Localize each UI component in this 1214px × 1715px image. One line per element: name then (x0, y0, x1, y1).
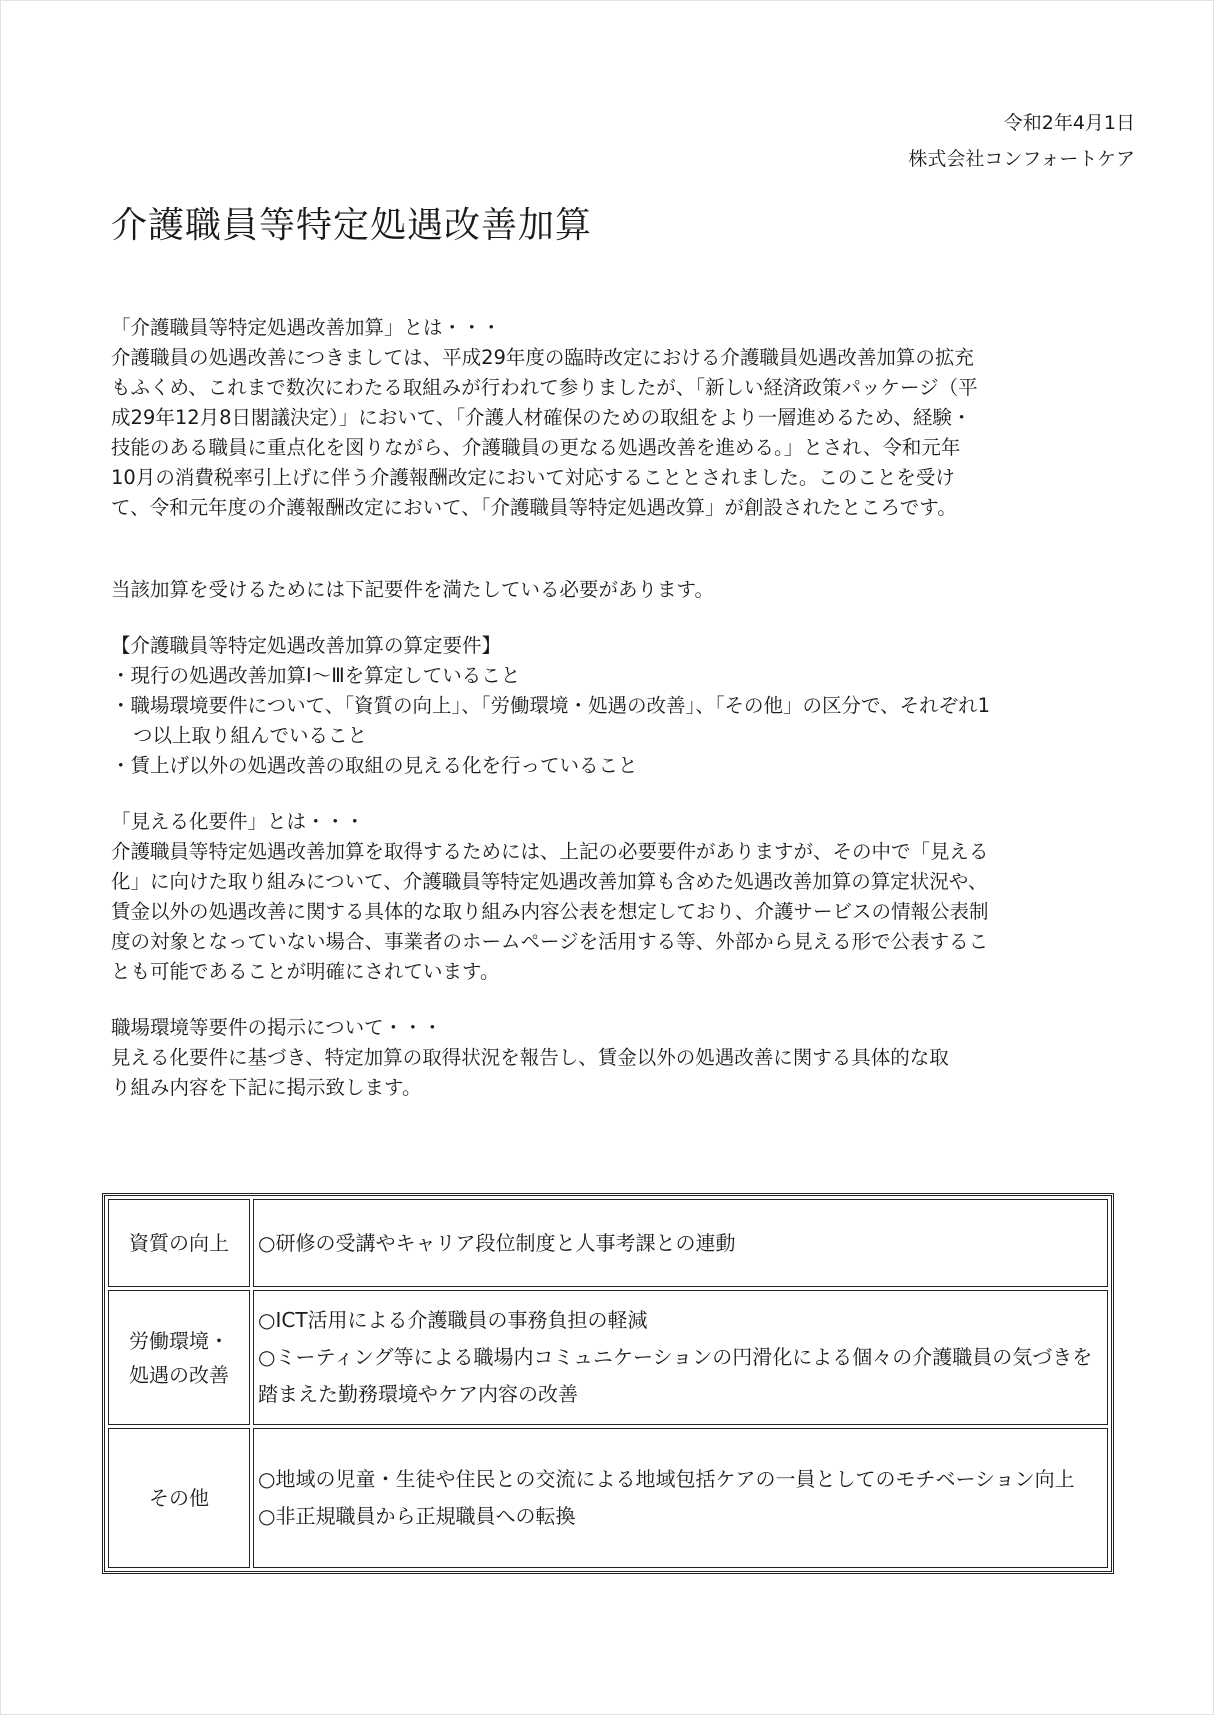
visibility-heading: 「見える化要件」とは・・・ (111, 810, 365, 833)
visibility-body: 介護職員等特定処遇改善加算を取得するためには、上記の必要要件がありますが、その中で「見える 化」に向けた取り組みについて、介護職員等特定処遇改善加算も含めた処遇改善加算の算定状況や、 賃金以外の処遇改善に関する具体的な取り組み内容公表を想定しており、介護サービスの情報公表制 度の対象となっていない場合、事業者のホームページを活用する等、外部から見える形で公表するこ とも可能であることが明確にされています。 (111, 840, 989, 983)
items-cell (253, 1428, 1108, 1568)
list-item: ○地域の児童・生徒や住民との交流による地域包括ケアの一員としてのモチベーション向上 (258, 1467, 1075, 1491)
category-cell: その他 (108, 1428, 250, 1568)
requirements-heading: 【介護職員等特定処遇改善加算の算定要件】 (111, 634, 502, 657)
table-row (108, 1428, 1108, 1568)
requirements-list (111, 661, 1121, 781)
issue-date: 令和2年4月1日 (1003, 112, 1135, 134)
table-row (108, 1290, 1108, 1425)
document-header (908, 105, 1135, 177)
list-item: ○非正規職員から正規職員への転換 (258, 1504, 576, 1528)
document-body (111, 313, 1121, 1103)
intro-body: 介護職員の処遇改善につきましては、平成29年度の臨時改定における介護職員処遇改善加算の拡充 もふくめ、これまで数次にわたる取組みが行われて参りましたが、「新しい経済政策パッケージ（平 成29年12月8日閣議決定）」において、「介護人材確保のための取組をより一層進めるため、経験・ 技能のある職員に重点化を図りながら、介護職員の更なる処遇改善を進める。」とされ、令和元年 10月の消費税率引上げに伴う介護報酬改定において対応することとされました。このことを受け て、令和元年度の介護報酬改定において、「介護職員等特定処遇改算」が創設されたところです。 (111, 346, 978, 519)
requirement-lead: 当該加算を受けるためには下記要件を満たしている必要があります。 (111, 578, 714, 601)
requirement-item: ・賃上げ以外の処遇改善の取組の見える化を行っていること (111, 754, 638, 777)
work-environment-table (102, 1193, 1114, 1574)
document-title: 介護職員等特定処遇改善加算 (111, 205, 593, 246)
requirement-item: ・現行の処遇改善加算Ⅰ～Ⅲを算定していること (111, 664, 521, 687)
display-heading: 職場環境等要件の掲示について・・・ (111, 1016, 443, 1039)
table-row (108, 1199, 1108, 1287)
list-item: ○ICT活用による介護職員の事務負担の軽減 (258, 1308, 648, 1332)
items-cell (253, 1290, 1108, 1425)
list-item: ○ミーティング等による職場内コミュニケーションの円滑化による個々の介護職員の気づきを踏まえた勤務環境やケア内容の改善 (258, 1345, 1093, 1406)
display-body: 見える化要件に基づき、特定加算の取得状況を報告し、賃金以外の処遇改善に関する具体的な取 り組み内容を下記に掲示致します。 (111, 1046, 949, 1099)
category-cell: 労働環境・ 処遇の改善 (108, 1290, 250, 1425)
company-name: 株式会社コンフォートケア (908, 148, 1135, 170)
intro-heading: 「介護職員等特定処遇改善加算」とは・・・ (111, 316, 502, 339)
category-cell: 資質の向上 (108, 1199, 250, 1287)
requirement-item: ・職場環境要件について、「資質の向上」、「労働環境・処遇の改善」、「その他」の区分で、それぞれ1 つ以上取り組んでいること (111, 694, 990, 747)
list-item: ○研修の受講やキャリア段位制度と人事考課との連動 (258, 1230, 736, 1255)
items-cell (253, 1199, 1108, 1287)
